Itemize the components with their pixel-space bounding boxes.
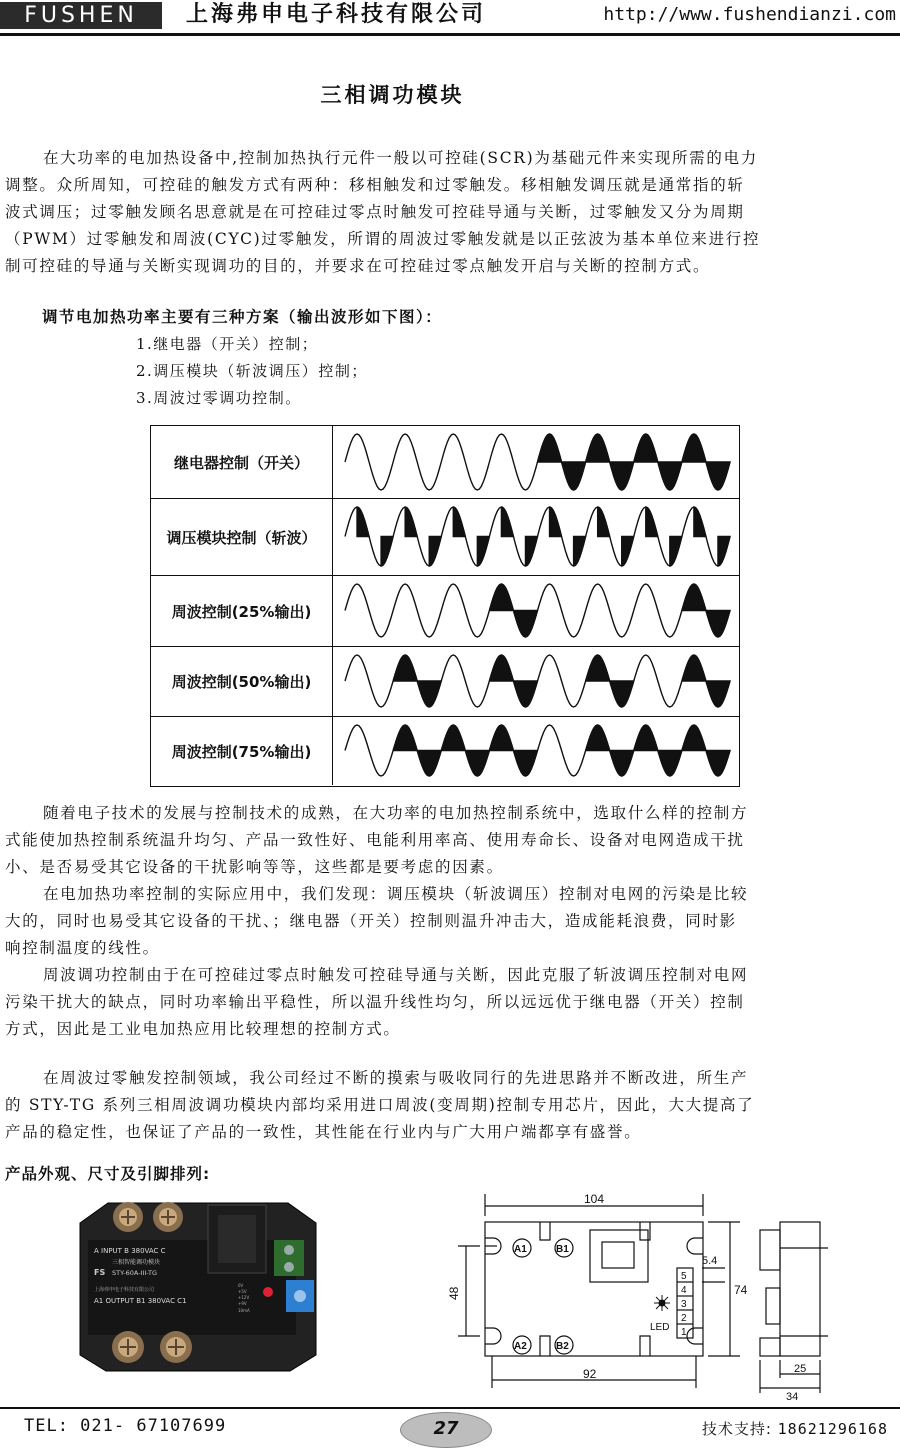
wave-conduction xyxy=(489,655,513,681)
wave-conduction xyxy=(682,434,706,462)
wave-conduction xyxy=(634,434,658,462)
product-maker: 上海弗申电子科技有限公司 xyxy=(94,1287,155,1293)
wave-conduction xyxy=(501,507,513,537)
page-title: 三相调功模块 xyxy=(320,83,465,107)
wave-conduction xyxy=(550,507,562,537)
scheme-item: 1.继电器（开关）控制； xyxy=(136,335,319,353)
wave-conduction xyxy=(574,537,586,567)
discussion-line: 大的，同时也易受其它设备的干扰、；继电器（开关）控制则温升冲击大，造成能耗浪费，同时影 xyxy=(5,912,737,930)
wave-cycle xyxy=(345,584,393,637)
waveform-label: 继电器控制（开关） xyxy=(151,426,333,498)
page-number: 27 xyxy=(433,1418,459,1439)
waveform-table xyxy=(150,425,740,787)
waveform-cycle-25 xyxy=(333,576,738,645)
waveform-cycle-75 xyxy=(333,717,738,784)
schemes-heading: 调节电加热功率主要有三种方案（输出波形如下图）： xyxy=(42,308,443,326)
terminal-label: B2 xyxy=(556,1341,569,1352)
product-model: STY-60A-III-TG xyxy=(112,1269,158,1277)
telephone: TEL: 021- 67107699 xyxy=(24,1416,227,1436)
wave-conduction xyxy=(706,611,730,638)
wave-conduction xyxy=(586,655,610,681)
waveform-label: 周波控制(50%输出) xyxy=(151,647,333,716)
dim-mount-width: 92 xyxy=(583,1367,597,1381)
scheme-item: 3.周波过零调功控制。 xyxy=(136,389,302,407)
pin-label: 2 xyxy=(681,1313,687,1324)
wave-cycle xyxy=(345,655,393,707)
discussion-line: 小、是否易受其它设备的干扰影响等等，这些都是要考虑的因素。 xyxy=(5,858,504,876)
company-name: 上海弗申电子科技有限公司 xyxy=(186,2,487,27)
wave-cycle xyxy=(634,655,682,707)
waveform-row xyxy=(151,646,739,716)
dim-pin-pitch: 5.4 xyxy=(702,1255,718,1267)
wave-conduction xyxy=(357,507,369,537)
product-logo: FS xyxy=(94,1268,106,1277)
company-paragraph xyxy=(5,1065,885,1146)
led-icon xyxy=(654,1295,670,1311)
input-label: A INPUT B 380VAC C xyxy=(94,1247,166,1255)
output-label: A1 OUTPUT B1 380VAC C1 xyxy=(94,1297,187,1305)
products-heading: 产品外观、尺寸及引脚排列: xyxy=(5,1165,211,1183)
dim-width: 104 xyxy=(584,1192,605,1206)
pin-label: 4 xyxy=(681,1285,687,1296)
intro-line: 在大功率的电加热设备中,控制加热执行元件一般以可控硅(SCR)为基础元件来实现所需的电力 xyxy=(43,149,758,167)
wave-conduction xyxy=(513,681,537,707)
wave-conduction xyxy=(634,725,658,751)
svg-text:+12V: +12V xyxy=(238,1295,250,1300)
discussion-line: 污染干扰大的缺点，同时功率输出平稳性，所以温升线性均匀，所以远远优于继电器（开关）控制 xyxy=(5,993,745,1011)
wave-conduction xyxy=(417,751,441,777)
wave-conduction xyxy=(610,751,634,777)
wave-conduction xyxy=(429,537,441,567)
wave-conduction xyxy=(453,507,465,537)
terminal-label: A2 xyxy=(514,1341,527,1352)
wave-conduction xyxy=(706,462,730,490)
wave-conduction xyxy=(417,681,441,707)
wave-conduction xyxy=(658,751,682,777)
waveform-row xyxy=(151,575,739,646)
discussion-line: 在电加热功率控制的实际应用中，我们发现：调压模块（斩波调压）控制对电网的污染是比较 xyxy=(43,885,749,903)
wave-conduction xyxy=(682,655,706,681)
svg-text:+5V: +5V xyxy=(238,1289,247,1294)
tech-support-number: 18621296168 xyxy=(777,1420,888,1438)
header-divider xyxy=(0,33,900,36)
wave-conduction xyxy=(718,537,730,567)
pin-label: 5 xyxy=(681,1271,687,1282)
discussion-paragraph xyxy=(5,800,885,1043)
intro-line: 制可控硅的导通与关断实现调功的目的，并要求在可控硅过零点触发开启与关断的控制方式。 xyxy=(5,257,711,275)
waveform-cycle-50 xyxy=(333,647,738,715)
wave-conduction xyxy=(586,434,610,462)
wave-cycle xyxy=(538,655,586,707)
waveform-label: 周波控制(25%输出) xyxy=(151,576,333,646)
intro-paragraph xyxy=(5,145,885,280)
wave-conduction xyxy=(682,725,706,751)
discussion-line: 随着电子技术的发展与控制技术的成熟，在大功率的电加热控制系统中，选取什么样的控制方 xyxy=(43,804,749,822)
wave-cycle xyxy=(634,584,682,637)
wave-conduction xyxy=(658,462,682,490)
discussion-line: 周波调功控制由于在可控硅过零点时触发可控硅导通与关断，因此克服了斩波调压控制对电网 xyxy=(43,966,749,984)
wave-conduction xyxy=(489,584,513,611)
tech-support-label: 技术支持: xyxy=(701,1420,772,1438)
discussion-line: 式能使加热控制系统温升均匀、产品一致性好、电能利用率高、使用寿命长、设备对电网造成干扰 xyxy=(5,831,745,849)
wave-cycle xyxy=(441,655,489,707)
company-line: 的 STY-TG 系列三相周波调功模块内部均采用进口周波(变周期)控制专用芯片，因此，大大提高了 xyxy=(5,1096,755,1114)
led-label: LED xyxy=(650,1322,670,1333)
terminal-label: B1 xyxy=(556,1244,569,1255)
waveform-row xyxy=(151,716,739,785)
wave-conduction xyxy=(513,751,537,777)
pin-label: 1 xyxy=(681,1327,687,1338)
intro-line: 波式调压；过零触发顾名思意就是在可控硅过零点时触发可控硅导通与关断，过零触发又分为周期 xyxy=(5,203,745,221)
wave-conduction xyxy=(682,584,706,611)
wave-cycle xyxy=(586,584,634,637)
dim-depth-inner: 25 xyxy=(794,1363,807,1375)
wave-conduction xyxy=(694,507,706,537)
wave-conduction xyxy=(706,681,730,707)
dim-mount-height: 48 xyxy=(447,1286,461,1300)
wave-conduction xyxy=(646,507,658,537)
company-line: 在周波过零触发控制领域，我公司经过不断的摸索与吸收同行的先进思路并不断改进，所生产 xyxy=(43,1069,749,1087)
intro-line: （PWM）过零触发和周波(CYC)过零触发，所谓的周波过零触发就是以正弦波为基本单位来进行控 xyxy=(5,230,761,248)
tech-support xyxy=(702,1418,888,1439)
wave-conduction xyxy=(381,537,393,567)
svg-text:10mA: 10mA xyxy=(238,1308,250,1313)
dim-height: 74 xyxy=(734,1283,748,1297)
terminal-label: A1 xyxy=(514,1244,527,1255)
brand-logo: FUSHEN xyxy=(0,2,162,29)
waveform-label: 周波控制(75%输出) xyxy=(151,717,333,785)
wave-cycle xyxy=(538,725,586,776)
dimension-drawing xyxy=(440,1188,860,1403)
wave-conduction xyxy=(598,507,610,537)
discussion-line: 方式，因此是工业电加热应用比较理想的控制方式。 xyxy=(5,1020,401,1038)
waveform-chop xyxy=(333,499,738,574)
website-url: http://www.fushendianzi.com xyxy=(603,4,896,25)
discussion-line: 响控制温度的线性。 xyxy=(5,939,160,957)
waveform-row xyxy=(151,498,739,575)
wave-conduction xyxy=(441,725,465,751)
scheme-item: 2.调压模块（斩波调压）控制； xyxy=(136,362,368,380)
wave-cycle xyxy=(345,725,393,776)
wave-conduction xyxy=(525,537,537,567)
wave-conduction xyxy=(610,462,634,490)
wave-conduction xyxy=(622,537,634,567)
wave-conduction xyxy=(465,751,489,777)
wave-conduction xyxy=(670,537,682,567)
footer-divider xyxy=(0,1407,900,1409)
wave-cycle xyxy=(441,434,489,490)
wave-conduction xyxy=(706,751,730,777)
wave-conduction xyxy=(586,725,610,751)
product-photo xyxy=(68,1195,328,1375)
wave-conduction xyxy=(489,725,513,751)
wave-cycle xyxy=(393,434,441,490)
wave-conduction xyxy=(405,507,417,537)
wave-conduction xyxy=(393,725,417,751)
wave-cycle xyxy=(538,584,586,637)
company-line: 产品的稳定性，也保证了产品的一致性，其性能在行业内与广大用户端都享有盛誉。 xyxy=(5,1123,642,1141)
wave-conduction xyxy=(513,611,537,638)
wave-cycle xyxy=(489,434,537,490)
wave-cycle xyxy=(345,434,393,490)
waveform-label: 调压模块控制（斩波） xyxy=(151,499,333,575)
pin-label: 3 xyxy=(681,1299,687,1310)
svg-text:+9V: +9V xyxy=(238,1301,247,1306)
wave-conduction xyxy=(562,462,586,490)
waveform-row xyxy=(151,426,739,498)
page-header xyxy=(0,0,900,32)
wave-conduction xyxy=(477,537,489,567)
wave-conduction xyxy=(393,655,417,681)
waveform-relay xyxy=(333,426,738,498)
intro-line: 调整。众所周知，可控硅的触发方式有两种：移相触发和过零触发。移相触发调压就是通常指的斩 xyxy=(5,176,745,194)
product-name-cn: 三相智能调功模块 xyxy=(112,1259,161,1266)
dim-depth: 34 xyxy=(786,1391,799,1403)
wave-cycle xyxy=(441,584,489,637)
wave-conduction xyxy=(538,434,562,462)
wave-conduction xyxy=(610,681,634,707)
wave-cycle xyxy=(393,584,441,637)
svg-text:0V: 0V xyxy=(238,1283,244,1288)
